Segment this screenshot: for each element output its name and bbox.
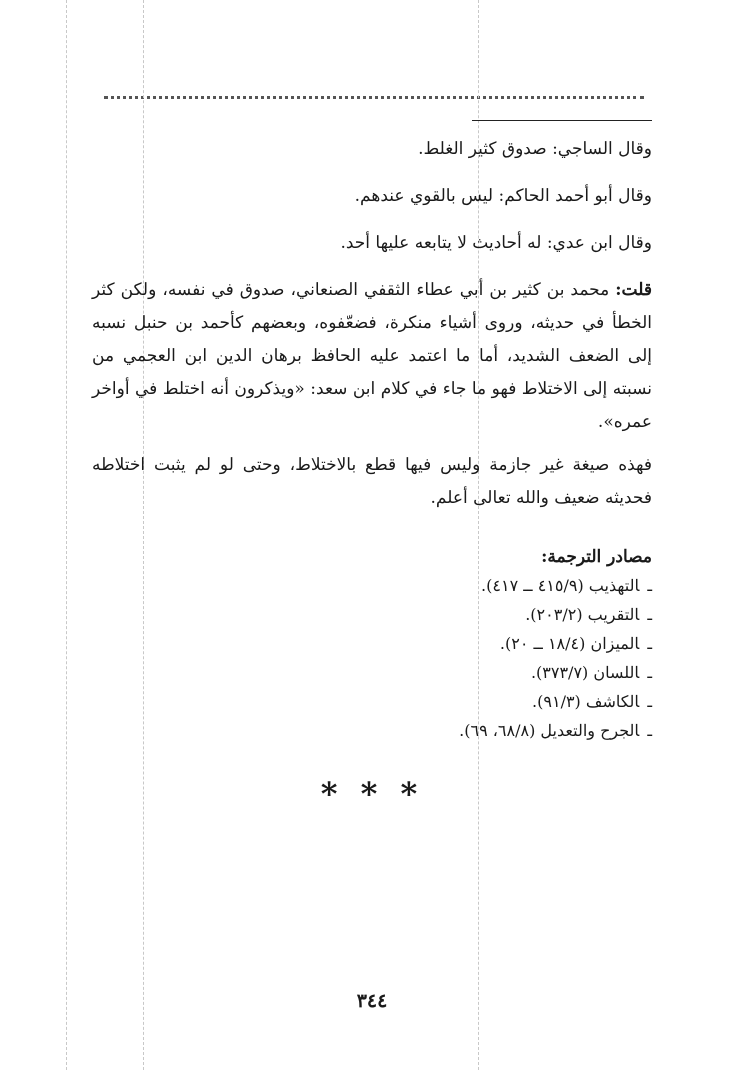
scan-guide-line bbox=[66, 0, 67, 1070]
list-item: ـاللسان (٣٧٣/٧). bbox=[530, 663, 652, 682]
section-separator: * * * bbox=[320, 775, 424, 813]
top-dotted-rule bbox=[104, 96, 644, 99]
page-body bbox=[92, 120, 652, 813]
list-item: ـالميزان (١٨/٤ ــ ٢٠). bbox=[499, 634, 652, 653]
list-item: ـالكاشف (٩١/٣). bbox=[532, 692, 652, 711]
sources-list bbox=[92, 571, 652, 745]
quote-line: وقال أبو أحمد الحاكم: ليس بالقوي عندهم. bbox=[354, 186, 652, 206]
note-label: قلت: bbox=[615, 280, 653, 300]
list-item: ـالتهذيب (٤١٥/٩ ــ ٤١٧). bbox=[481, 576, 652, 595]
list-item: ـالتقريب (٢٠٣/٢). bbox=[525, 605, 652, 624]
page-number: ٣٤٤ bbox=[356, 990, 388, 1012]
note-paragraph bbox=[92, 274, 652, 439]
conclusion-paragraph: فهذه صيغة غير جازمة وليس فيها قطع بالاختلاط، وحتى لو لم يثبت اختلاطه فحديثه ضعيف والله تعالى أعلم. bbox=[92, 455, 652, 508]
quote-line: وقال ابن عدي: له أحاديث لا يتابعه عليها أحد. bbox=[340, 233, 652, 253]
note-text: محمد بن كثير بن أبي عطاء الثقفي الصنعاني، صدوق في نفسه، ولكن كثر الخطأ في حديثه، وروى أشياء منكرة، فضعّفوه، وبعضهم كأحمد بن حنبل نسبه إلى الضعف الشديد، أما ما اعتمد عليه الحافظ برهان الدين ابن العجمي من نسبته إلى الاختلاط فهو ما جاء في كلام ابن سعد: «ويذكرون أنه اختلط في أواخر عمره». bbox=[92, 280, 652, 432]
list-item: ـالجرح والتعديل (٦٨/٨، ٦٩). bbox=[459, 721, 652, 740]
sources-title: مصادر الترجمة: bbox=[541, 547, 652, 567]
header-rule bbox=[472, 120, 652, 121]
quote-line: وقال الساجي: صدوق كثير الغلط. bbox=[418, 139, 652, 159]
